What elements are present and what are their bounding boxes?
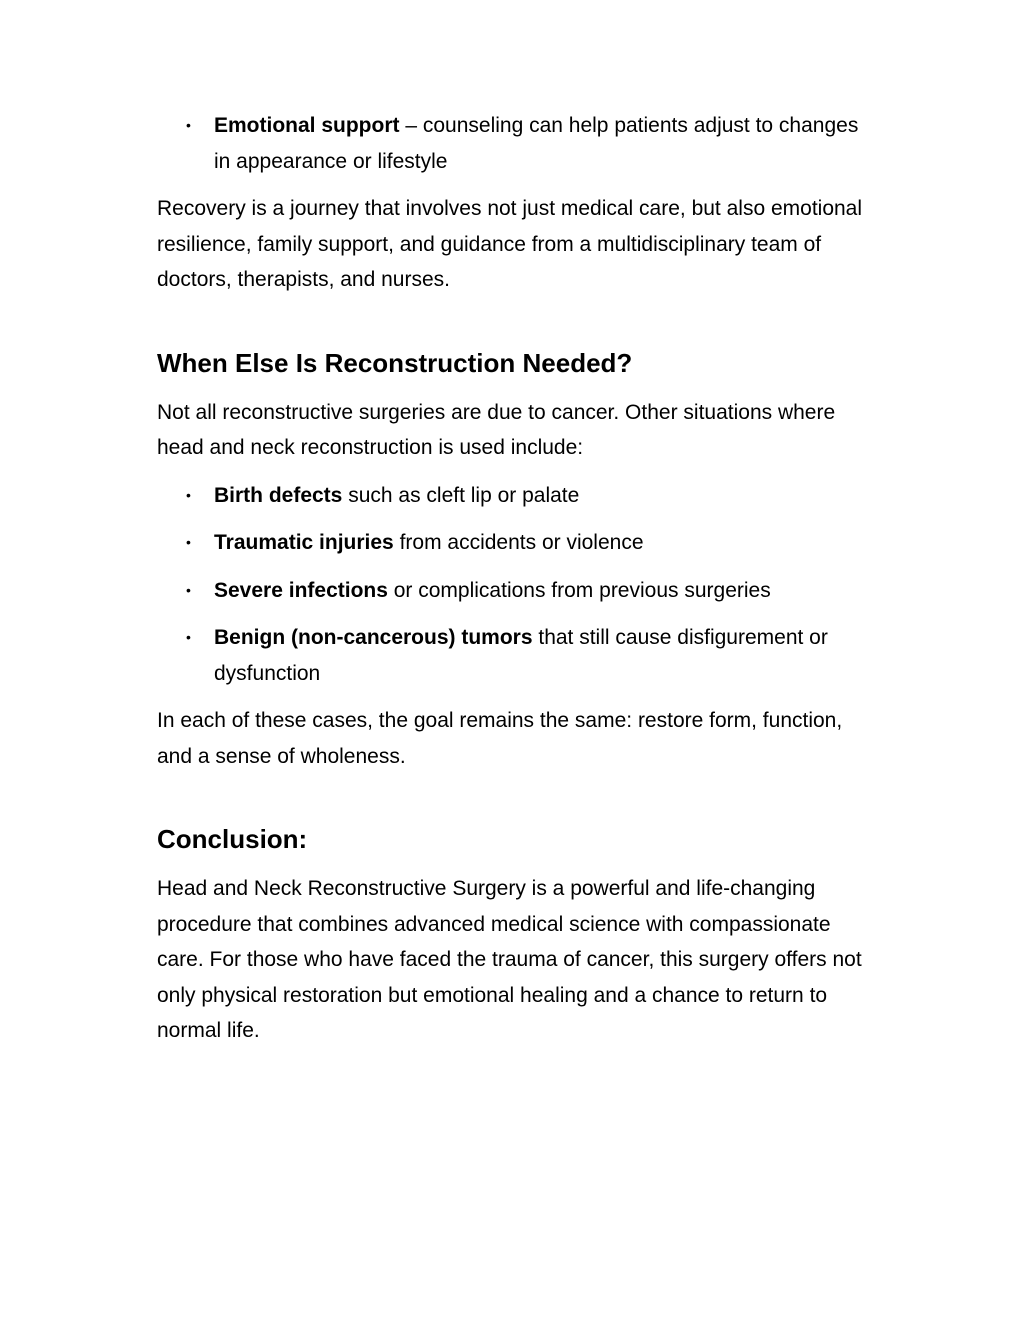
- list-item: [157, 525, 877, 561]
- list-item: [157, 573, 877, 609]
- section-heading-when: When Else Is Reconstruction Needed?: [157, 347, 633, 378]
- list-item-bold: Emotional support: [214, 114, 400, 137]
- list-item-bold: Birth defects: [214, 483, 343, 507]
- list-item-text: – counseling can help patients adjust to changes in appearance or lifestyle: [214, 114, 859, 173]
- list-item: [157, 108, 877, 179]
- bullet-icon: •: [186, 534, 191, 550]
- section-when-intro: Not all reconstructive surgeries are due to cancer. Other situations where head and neck reconstruction is used include:: [157, 400, 836, 459]
- recovery-paragraph: Recovery is a journey that involves not just medical care, but also emotional resilience, family support, and guidance from a multidisciplinary team of doctors, therapists, and nurses.: [157, 197, 863, 291]
- list-item-text: from accidents or violence: [393, 531, 644, 554]
- bullet-icon: •: [186, 117, 191, 133]
- list-item-bold: Traumatic injuries: [214, 531, 394, 554]
- list-item-text: or complications from previous surgeries: [387, 578, 771, 602]
- section-when-closing: In each of these cases, the goal remains the same: restore form, function, and a sense of wholeness.: [157, 709, 843, 768]
- list-item-text: that still cause disfigurement or dysfunction: [214, 626, 828, 685]
- list-item-bold: Benign (non-cancerous) tumors: [214, 626, 533, 649]
- bullet-icon: •: [186, 486, 191, 503]
- section-heading-conclusion: Conclusion:: [157, 824, 308, 854]
- bullet-icon: •: [186, 581, 191, 598]
- list-item-bold: Severe infections: [214, 578, 388, 602]
- intro-bullet-list: [157, 108, 877, 179]
- list-item: [157, 478, 877, 514]
- when-bullet-list: [157, 478, 877, 692]
- conclusion-paragraph: Head and Neck Reconstructive Surgery is a powerful and life-changing procedure that combines advanced medical science with compassionate care. For those who have faced the trauma of cancer, this surgery offers not only physical restoration but emotional healing and a chance to return to normal life.: [157, 877, 862, 1042]
- list-item-text: such as cleft lip or palate: [342, 483, 580, 507]
- document-page: [157, 108, 877, 1049]
- list-item: [157, 620, 877, 691]
- bullet-icon: •: [186, 629, 191, 645]
